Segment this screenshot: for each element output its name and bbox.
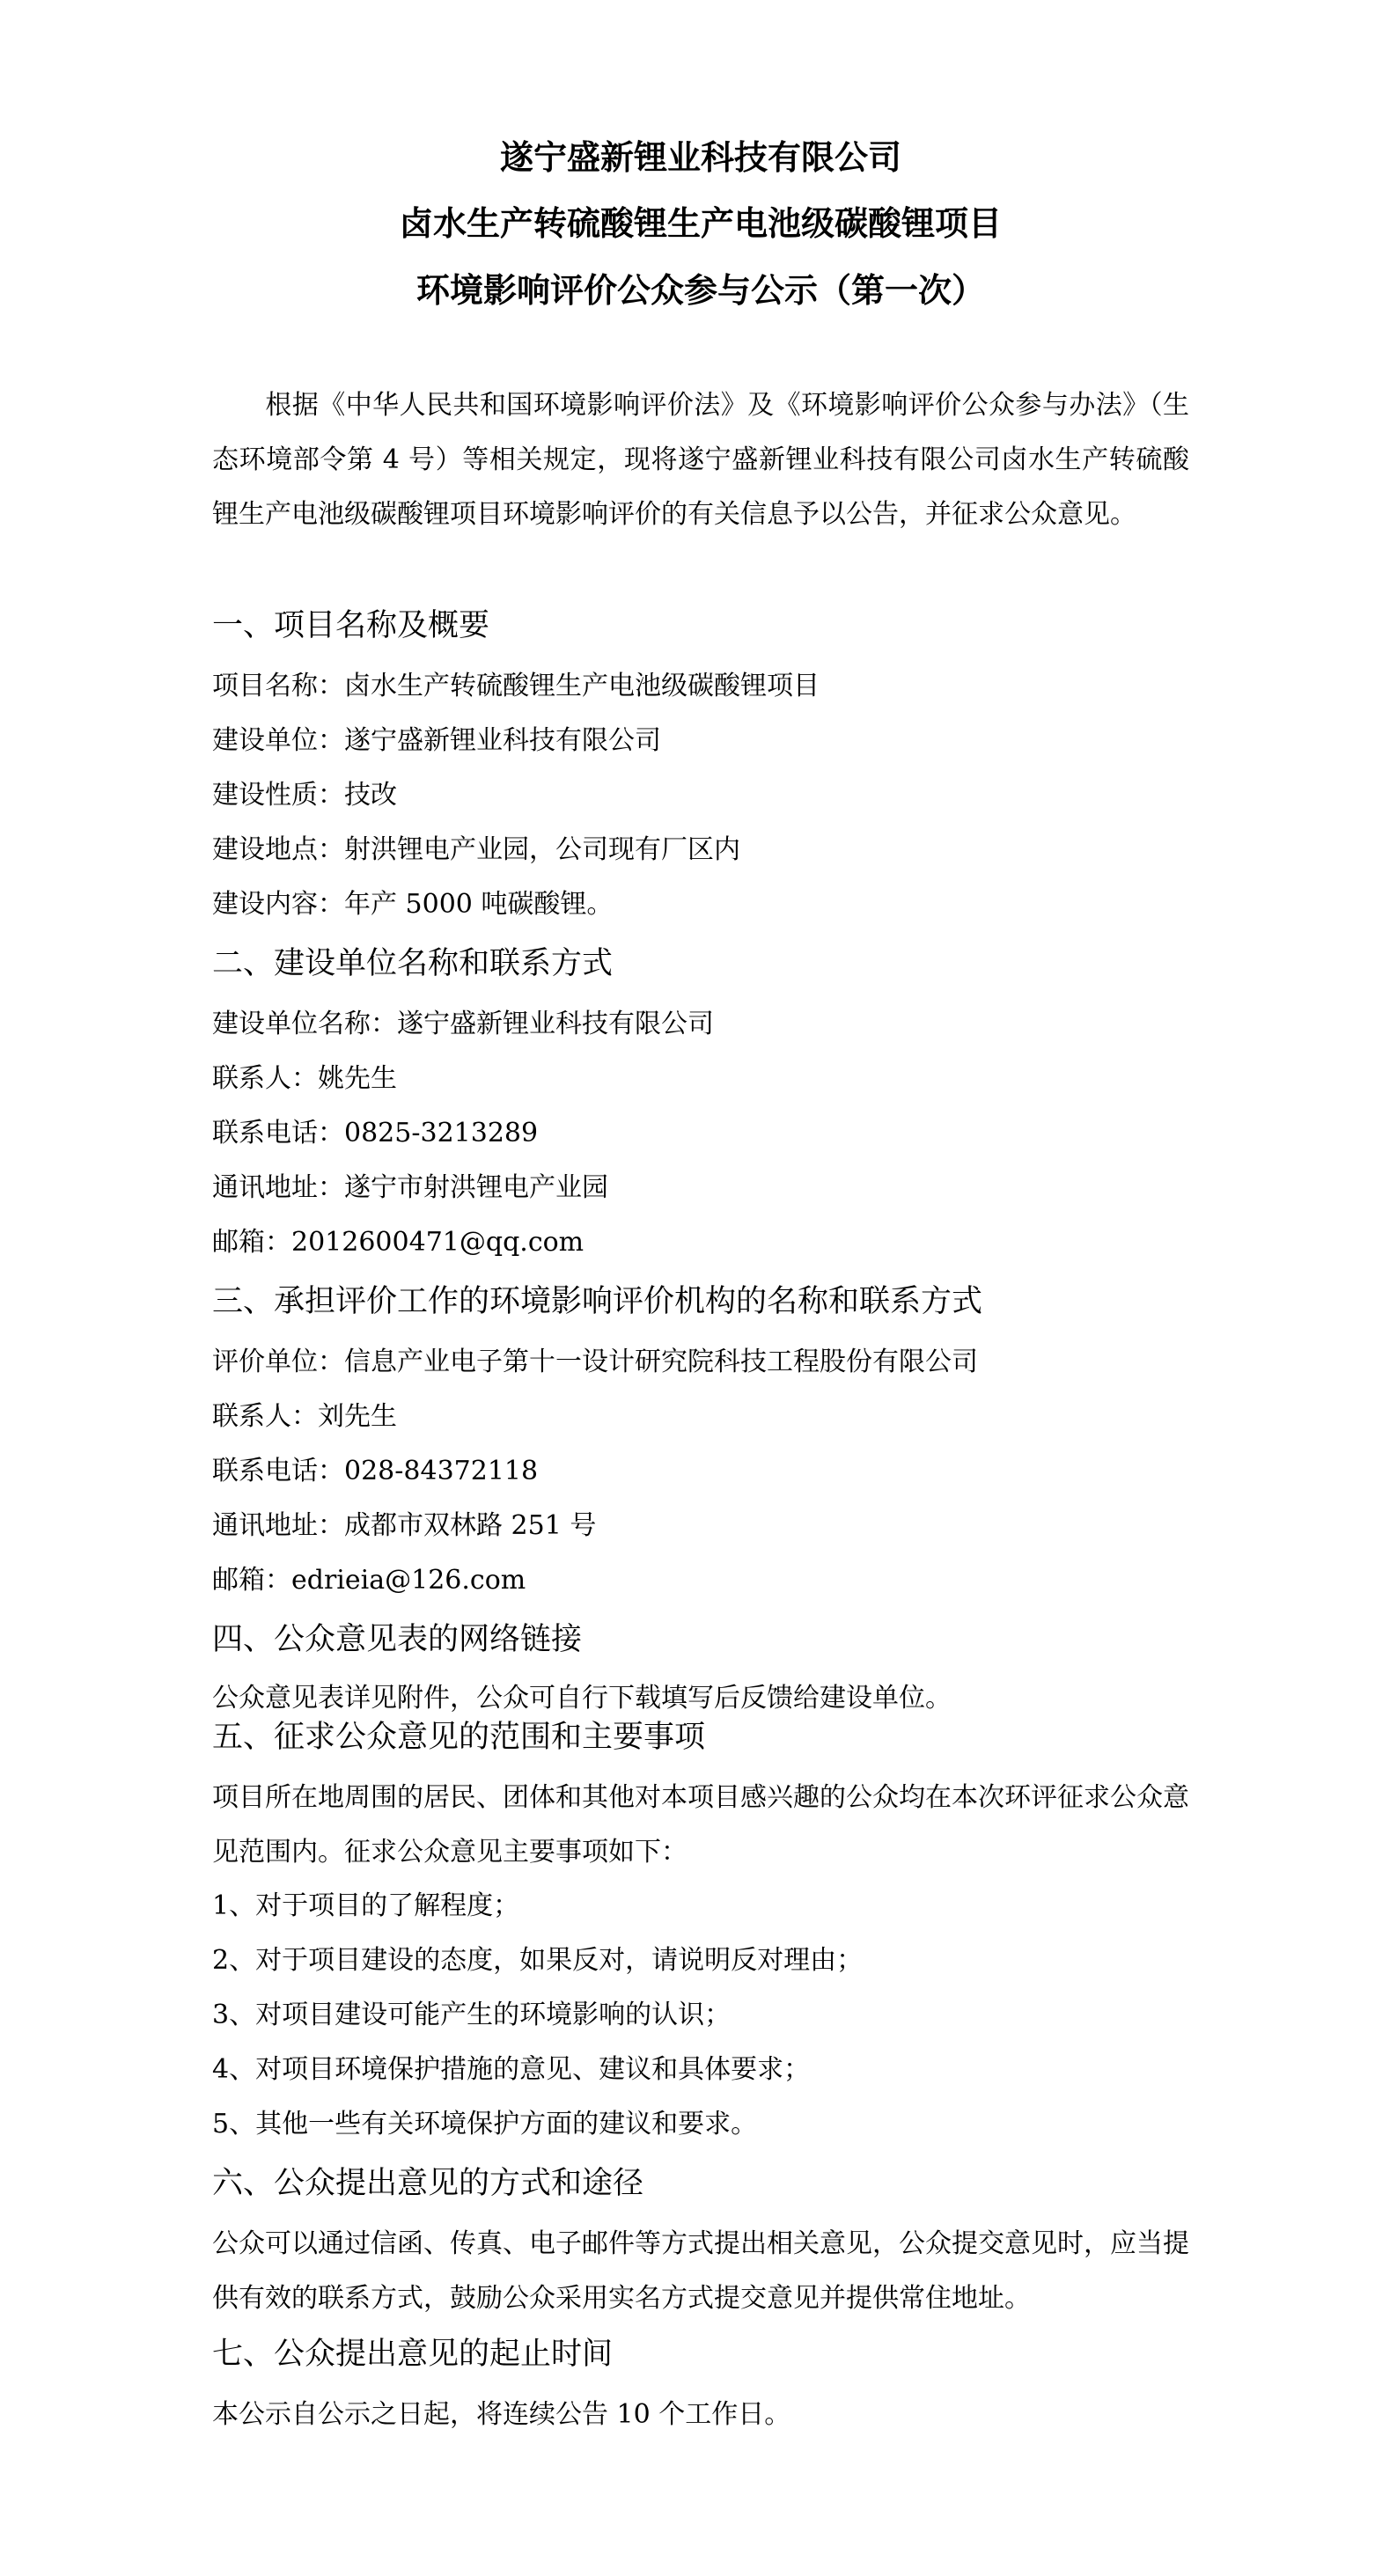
nature-line: 建设性质：技改: [212, 780, 397, 811]
intro-text: 根据《中华人民共和国环境影响评价法》及《环境影响评价公众参与办法》（生态环境部令第 4 号）等相关规定，现将遂宁盛新锂业科技有限公司卤水生产转硫酸锂生产电池级碳酸锂项目环境影响评价的有关信息予以公告，并征求公众意见。: [212, 390, 1189, 530]
scope-paragraph: 项目所在地周围的居民、团体和其他对本项目感兴趣的公众均在本次环评征求公众意见范围内。征求公众意见主要事项如下：: [212, 1782, 1189, 1868]
title-notice: 环境影响评价公众参与公示（第一次）: [415, 270, 985, 310]
evaluator-phone-line: 联系电话：028-84372118: [212, 1456, 539, 1486]
evaluator-line: 评价单位：信息产业电子第十一设计研究院科技工程股份有限公司: [212, 1347, 978, 1377]
project-name-line: 项目名称：卤水生产转硫酸锂生产电池级碳酸锂项目: [212, 671, 820, 701]
section6-heading: 六、公众提出意见的方式和途径: [212, 2166, 644, 2201]
evaluator-address-line: 通讯地址：成都市双林路 251 号: [212, 1510, 597, 1541]
intro-paragraph: [212, 378, 1189, 542]
builder-email-line: 邮箱：2012600471@qq.com: [212, 1227, 585, 1258]
location-line: 建设地点：射洪锂电产业园，公司现有厂区内: [212, 834, 740, 865]
matter-item-5: 5、其他一些有关环境保护方面的建议和要求。: [212, 2109, 758, 2139]
matter-item-2: 2、对于项目建设的态度，如果反对，请说明反对理由；: [212, 1945, 864, 1976]
builder-name-line: 建设单位名称：遂宁盛新锂业科技有限公司: [212, 1009, 714, 1039]
method-paragraph: 公众可以通过信函、传真、电子邮件等方式提出相关意见，公众提交意见时，应当提供有效的联系方式，鼓励公众采用实名方式提交意见并提供常住地址。: [212, 2228, 1189, 2314]
section7-heading: 七、公众提出意见的起止时间: [212, 2337, 614, 2372]
section1-heading: 一、项目名称及概要: [212, 608, 490, 643]
opinion-form-line: 公众意见表详见附件，公众可自行下载填写后反馈给建设单位。: [212, 1683, 952, 1714]
section3-heading: 三、承担评价工作的环境影响评价机构的名称和联系方式: [212, 1284, 983, 1319]
content-line: 建设内容：年产 5000 吨碳酸锂。: [212, 889, 614, 920]
section5-heading: 五、征求公众意见的范围和主要事项: [212, 1720, 706, 1755]
section4-heading: 四、公众意见表的网络链接: [212, 1622, 583, 1657]
period-line: 本公示自公示之日起，将连续公告 10 个工作日。: [212, 2399, 791, 2430]
matter-item-4: 4、对项目环境保护措施的意见、建议和具体要求；: [212, 2054, 811, 2085]
builder-phone-line: 联系电话：0825-3213289: [212, 1118, 539, 1149]
matter-item-1: 1、对于项目的了解程度；: [212, 1890, 520, 1921]
builder-line: 建设单位：遂宁盛新锂业科技有限公司: [212, 725, 661, 756]
title-project: 卤水生产转硫酸锂生产电池级碳酸锂项目: [399, 203, 1002, 243]
matter-item-3: 3、对项目建设可能产生的环境影响的认识；: [212, 2000, 732, 2030]
evaluator-email-line: 邮箱：edrieia@126.com: [212, 1565, 526, 1596]
builder-address-line: 通讯地址：遂宁市射洪锂电产业园: [212, 1172, 608, 1203]
evaluator-contact-line: 联系人：刘先生: [212, 1401, 397, 1432]
section2-heading: 二、建设单位名称和联系方式: [212, 946, 614, 981]
builder-contact-line: 联系人：姚先生: [212, 1063, 397, 1094]
title-company: 遂宁盛新锂业科技有限公司: [499, 137, 901, 177]
